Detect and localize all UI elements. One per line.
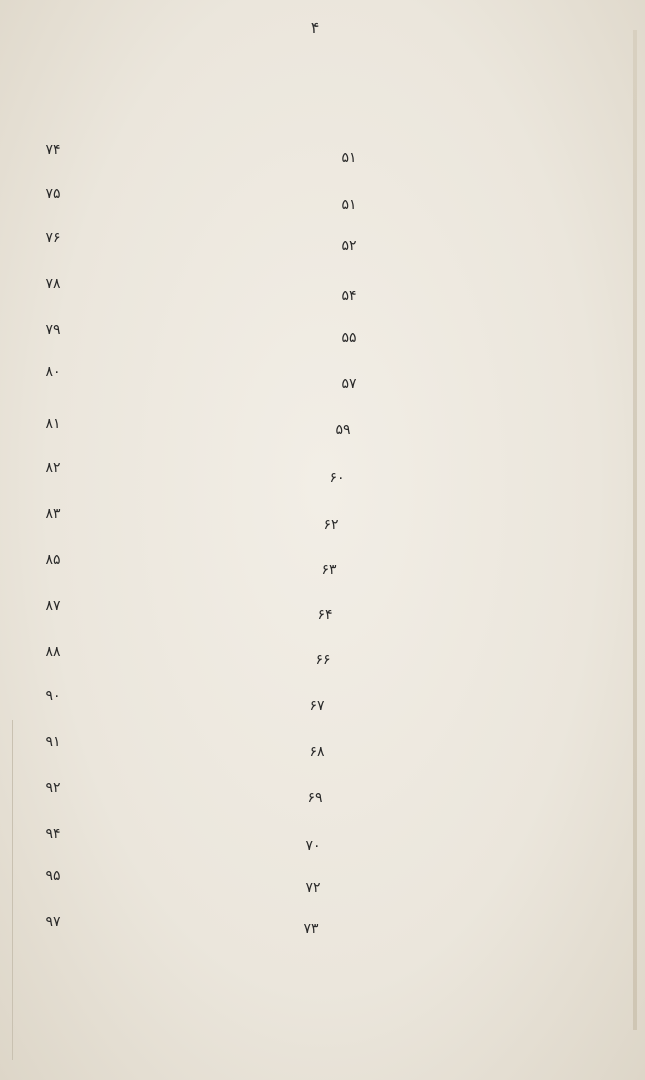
entry-page: ۵۱ <box>341 150 357 166</box>
entry-page: ۵۷ <box>341 376 357 392</box>
entry-page: ۷۵ <box>45 186 61 202</box>
entry-page: ۶۰ <box>329 470 345 486</box>
entry-page: ۹۵ <box>45 868 61 884</box>
entry-page: ۸۲ <box>45 460 61 476</box>
entry-page: ۷۶ <box>45 230 61 246</box>
entry-page: ۹۷ <box>45 914 61 930</box>
entry-page: ۷۴ <box>45 142 61 158</box>
entry-page: ۶۴ <box>317 607 333 623</box>
entry-page: ۷۰ <box>305 838 321 854</box>
entry-page: ۶۳ <box>321 562 337 578</box>
entry-page: ۹۲ <box>45 780 61 796</box>
entry-page: ۵۴ <box>341 288 357 304</box>
entry-page: ۷۲ <box>305 880 321 896</box>
page-edge-shadow <box>633 30 637 1030</box>
entry-page: ۶۶ <box>315 652 331 668</box>
entry-page: ۶۹ <box>307 790 323 806</box>
entry-page: ۵۱ <box>341 197 357 213</box>
entry-page: ۵۲ <box>341 238 357 254</box>
entry-page: ۵۹ <box>335 422 351 438</box>
entry-page: ۶۷ <box>309 698 325 714</box>
entry-page: ۵۵ <box>341 330 357 346</box>
entry-page: ۹۰ <box>45 688 61 704</box>
entry-page: ۸۵ <box>45 552 61 568</box>
entry-page: ۷۳ <box>303 921 319 937</box>
entry-page: ۸۷ <box>45 598 61 614</box>
entry-page: ۸۱ <box>45 416 61 432</box>
entry-page: ۹۴ <box>45 826 61 842</box>
entry-page: ۸۰ <box>45 364 61 380</box>
entry-page: ۸۸ <box>45 644 61 660</box>
page-number: ۴ <box>310 18 320 37</box>
entry-page: ۷۸ <box>45 276 61 292</box>
entry-page: ۷۹ <box>45 322 61 338</box>
entry-page: ۶۲ <box>323 517 339 533</box>
page-margin-line <box>12 720 13 1060</box>
entry-page: ۹۱ <box>45 734 61 750</box>
entry-page: ۸۳ <box>45 506 61 522</box>
entry-page: ۶۸ <box>309 744 325 760</box>
